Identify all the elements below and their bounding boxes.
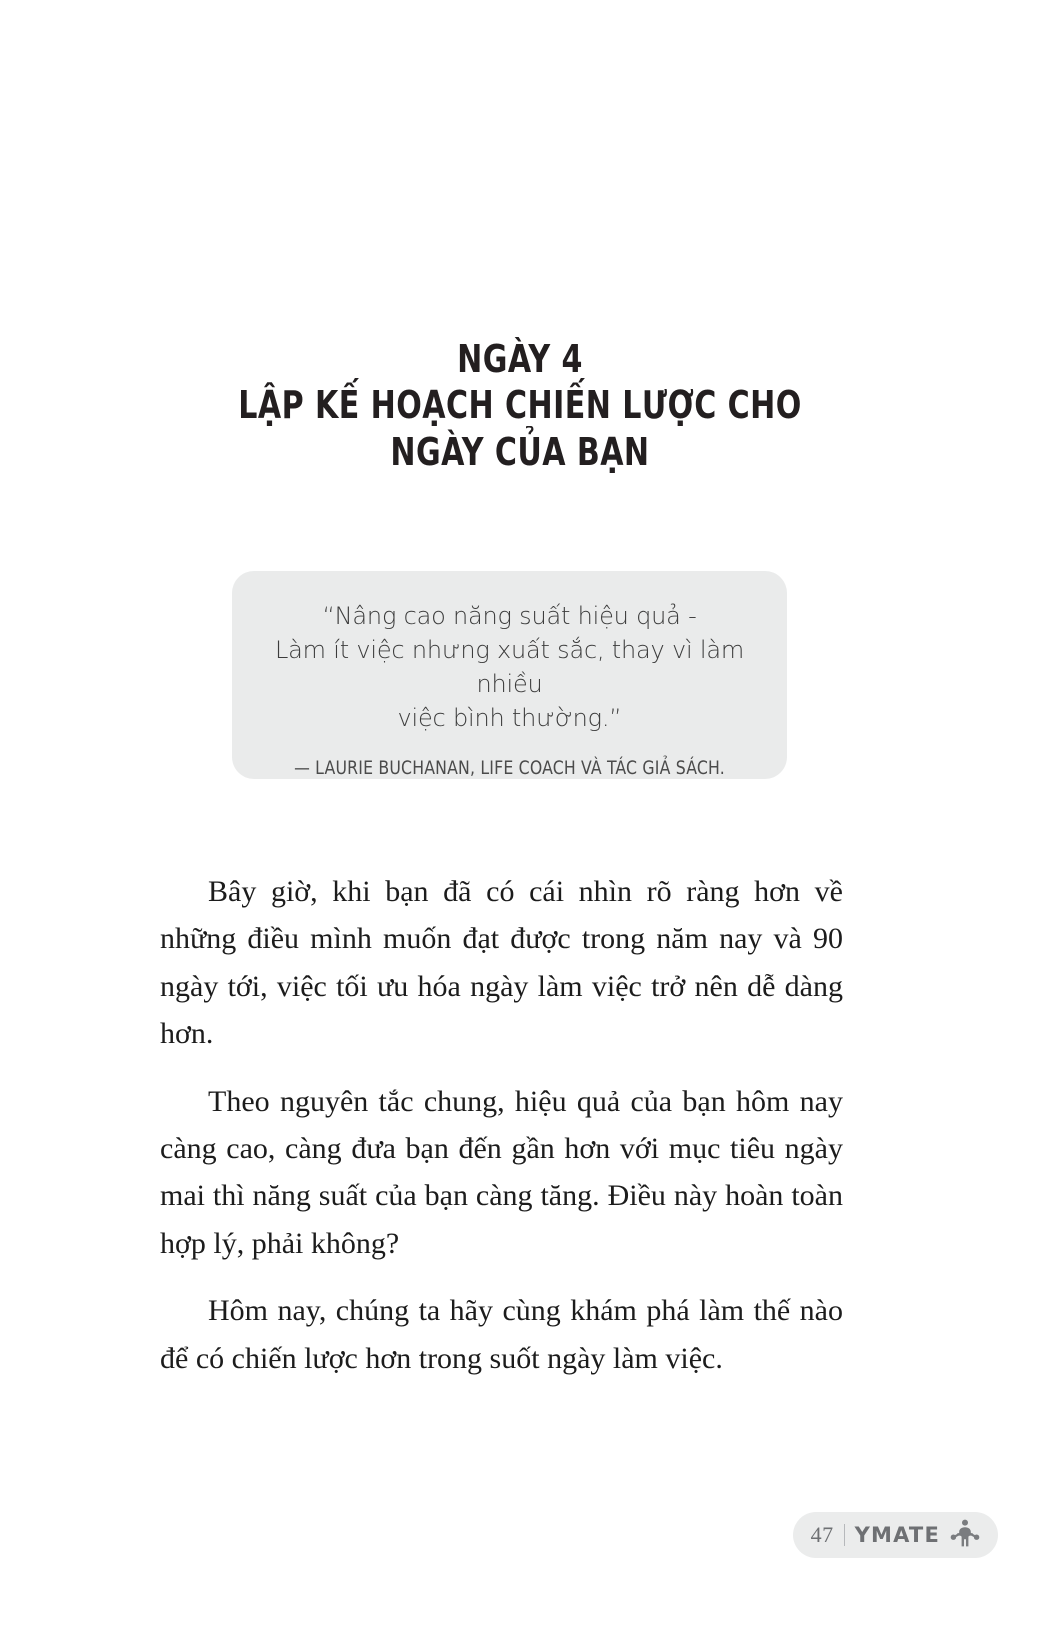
quote-line-3: việc bình thường.” xyxy=(397,704,622,733)
ymate-person-logo-icon xyxy=(950,1518,980,1553)
quote-attribution: — LAURIE BUCHANAN, LIFE COACH VÀ TÁC GIẢ SÁCH. xyxy=(294,757,725,780)
body-paragraph: Theo nguyên tắc chung, hiệu quả của bạn hôm nay càng cao, càng đưa bạn đến gần hơn với mục tiêu ngày mai thì năng suất của bạn càng tăng. Điều này hoàn toàn hợp lý, phải không? xyxy=(160,1084,843,1260)
quote-text xyxy=(268,599,751,735)
page-number: 47 xyxy=(810,1522,834,1547)
footer-badge xyxy=(793,1512,998,1558)
badge-divider xyxy=(844,1524,845,1546)
body-copy xyxy=(160,868,843,1382)
page-title xyxy=(0,336,1040,475)
page-title-line-1: NGÀY 4 xyxy=(457,337,583,381)
quote-line-1: “Nâng cao năng suất hiệu quả - xyxy=(322,602,697,630)
brand-name: YMATE xyxy=(854,1523,940,1547)
page-title-line-3: NGÀY CỦA BẠN xyxy=(390,429,650,474)
quote-callout-card xyxy=(232,571,787,779)
page-title-line-2: LẬP KẾ HOẠCH CHIẾN LƯỢC CHO xyxy=(238,383,802,428)
quote-line-2: Làm ít việc nhưng xuất sắc, thay vì làm nhiều xyxy=(274,636,745,699)
body-paragraph: Hôm nay, chúng ta hãy cùng khám phá làm thế nào để có chiến lược hơn trong suốt ngày làm việc. xyxy=(160,1294,843,1375)
body-paragraph: Bây giờ, khi bạn đã có cái nhìn rõ ràng hơn về những điều mình muốn đạt được trong năm nay và 90 ngày tới, việc tối ưu hóa ngày làm việc trở nên dễ dàng hơn. xyxy=(160,875,843,1051)
